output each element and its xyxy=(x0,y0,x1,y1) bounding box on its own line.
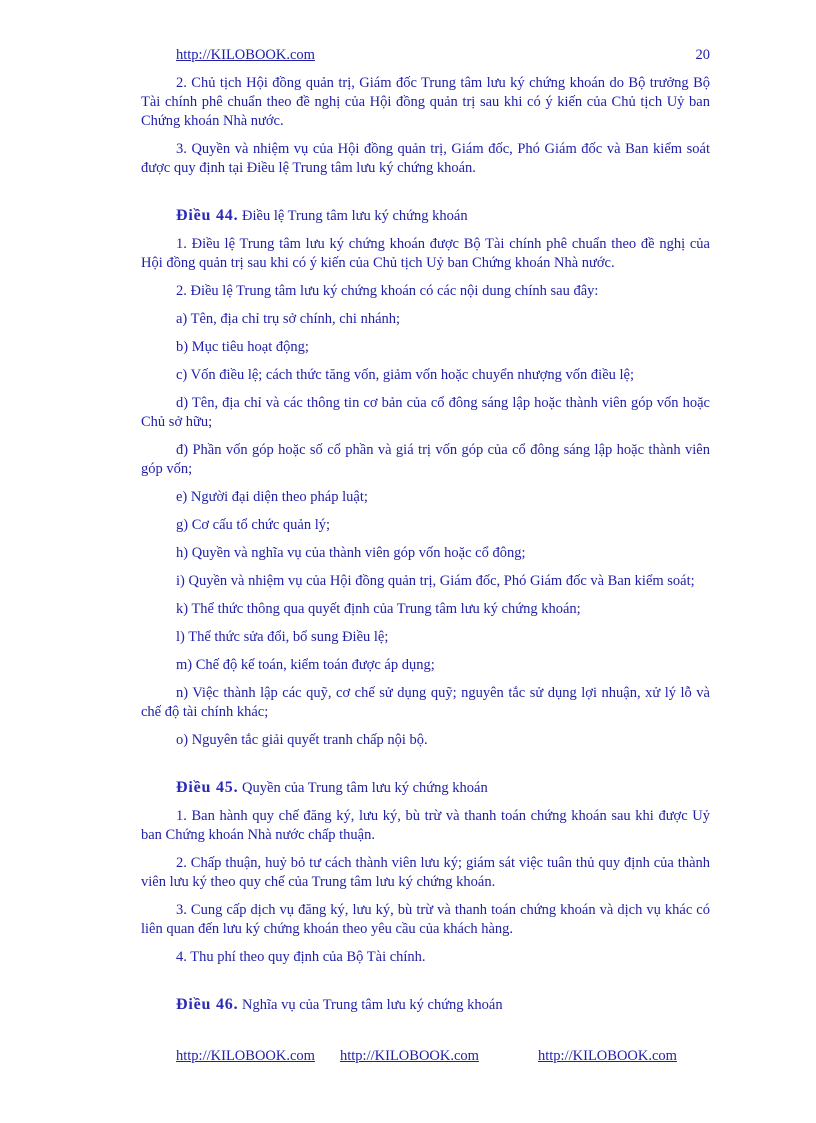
page-number: 20 xyxy=(695,47,710,63)
article-46-heading xyxy=(141,995,710,1015)
list-item: e) Người đại diện theo pháp luật; xyxy=(176,489,368,505)
section-gap xyxy=(141,967,710,995)
article-number: Điều 45. xyxy=(176,779,239,796)
article-number: Điều 44. xyxy=(176,207,239,224)
article-44-heading xyxy=(141,206,710,226)
document-page xyxy=(141,0,710,1123)
paragraph: 1. Ban hành quy chế đăng ký, lưu ký, bù trừ và thanh toán chứng khoán sau khi được Uỷ ban Chứng khoán Nhà nước chấp thuận. xyxy=(141,808,710,843)
document-body xyxy=(141,74,710,1015)
list-item: o) Nguyên tắc giải quyết tranh chấp nội bộ. xyxy=(176,732,428,748)
paragraph: 1. Điều lệ Trung tâm lưu ký chứng khoán được Bộ Tài chính phê chuẩn theo đề nghị của Hội đồng quản trị sau khi có ý kiến của Chủ tịch Uỷ ban Chứng khoán Nhà nước. xyxy=(141,236,710,271)
paragraph: 4. Thu phí theo quy định của Bộ Tài chính. xyxy=(176,949,426,965)
footer-link-1[interactable]: http://KILOBOOK.com xyxy=(176,1048,315,1064)
article-number: Điều 46. xyxy=(176,996,239,1013)
list-item: c) Vốn điều lệ; cách thức tăng vốn, giảm vốn hoặc chuyển nhượng vốn điều lệ; xyxy=(176,367,634,383)
paragraph: 2. Điều lệ Trung tâm lưu ký chứng khoán có các nội dung chính sau đây: xyxy=(176,283,599,299)
list-item: b) Mục tiêu hoạt động; xyxy=(176,339,309,355)
list-item: k) Thể thức thông qua quyết định của Trung tâm lưu ký chứng khoán; xyxy=(176,601,581,617)
article-title: Quyền của Trung tâm lưu ký chứng khoán xyxy=(242,780,488,796)
list-item: m) Chế độ kế toán, kiểm toán được áp dụng; xyxy=(176,657,435,673)
section-gap xyxy=(141,178,710,206)
footer-link-2[interactable]: http://KILOBOOK.com xyxy=(340,1048,479,1064)
list-item: đ) Phần vốn góp hoặc số cổ phần và giá trị vốn góp của cổ đông sáng lập hoặc thành viên góp vốn; xyxy=(141,442,710,477)
list-item: d) Tên, địa chỉ và các thông tin cơ bản của cổ đông sáng lập hoặc thành viên góp vốn hoặc Chủ sở hữu; xyxy=(141,395,710,430)
article-title: Nghĩa vụ của Trung tâm lưu ký chứng khoán xyxy=(242,997,503,1013)
article-title: Điều lệ Trung tâm lưu ký chứng khoán xyxy=(242,208,468,224)
paragraph: 3. Quyền và nhiệm vụ của Hội đồng quản trị, Giám đốc, Phó Giám đốc và Ban kiểm soát được quy định tại Điều lệ Trung tâm lưu ký chứng khoán. xyxy=(141,141,710,176)
header-link[interactable]: http://KILOBOOK.com xyxy=(176,47,315,63)
paragraph: 2. Chấp thuận, huỷ bỏ tư cách thành viên lưu ký; giám sát việc tuân thủ quy định của thành viên lưu ký theo quy chế của Trung tâm lưu ký chứng khoán. xyxy=(141,855,710,890)
paragraph: 3. Cung cấp dịch vụ đăng ký, lưu ký, bù trừ và thanh toán chứng khoán và dịch vụ khác có liên quan đến lưu ký chứng khoán theo yêu cầu của khách hàng. xyxy=(141,902,710,937)
list-item: n) Việc thành lập các quỹ, cơ chế sử dụng quỹ; nguyên tắc sử dụng lợi nhuận, xử lý lỗ và chế độ tài chính khác; xyxy=(141,685,710,720)
list-item: l) Thể thức sửa đổi, bổ sung Điều lệ; xyxy=(176,629,389,645)
list-item: g) Cơ cấu tổ chức quản lý; xyxy=(176,517,331,533)
section-gap xyxy=(141,750,710,778)
list-item: i) Quyền và nhiệm vụ của Hội đồng quản trị, Giám đốc, Phó Giám đốc và Ban kiểm soát; xyxy=(176,573,695,589)
paragraph: 2. Chủ tịch Hội đồng quản trị, Giám đốc Trung tâm lưu ký chứng khoán do Bộ trưởng Bộ Tài chính phê chuẩn theo đề nghị của Hội đồng quản trị sau khi có ý kiến của Chủ tịch Uỷ ban Chứng khoán Nhà nước. xyxy=(141,75,710,129)
list-item: a) Tên, địa chỉ trụ sở chính, chi nhánh; xyxy=(176,311,401,327)
article-45-heading xyxy=(141,778,710,798)
footer-link-3[interactable]: http://KILOBOOK.com xyxy=(538,1048,677,1064)
list-item: h) Quyền và nghĩa vụ của thành viên góp vốn hoặc cổ đông; xyxy=(176,545,526,561)
page-header xyxy=(176,47,710,67)
